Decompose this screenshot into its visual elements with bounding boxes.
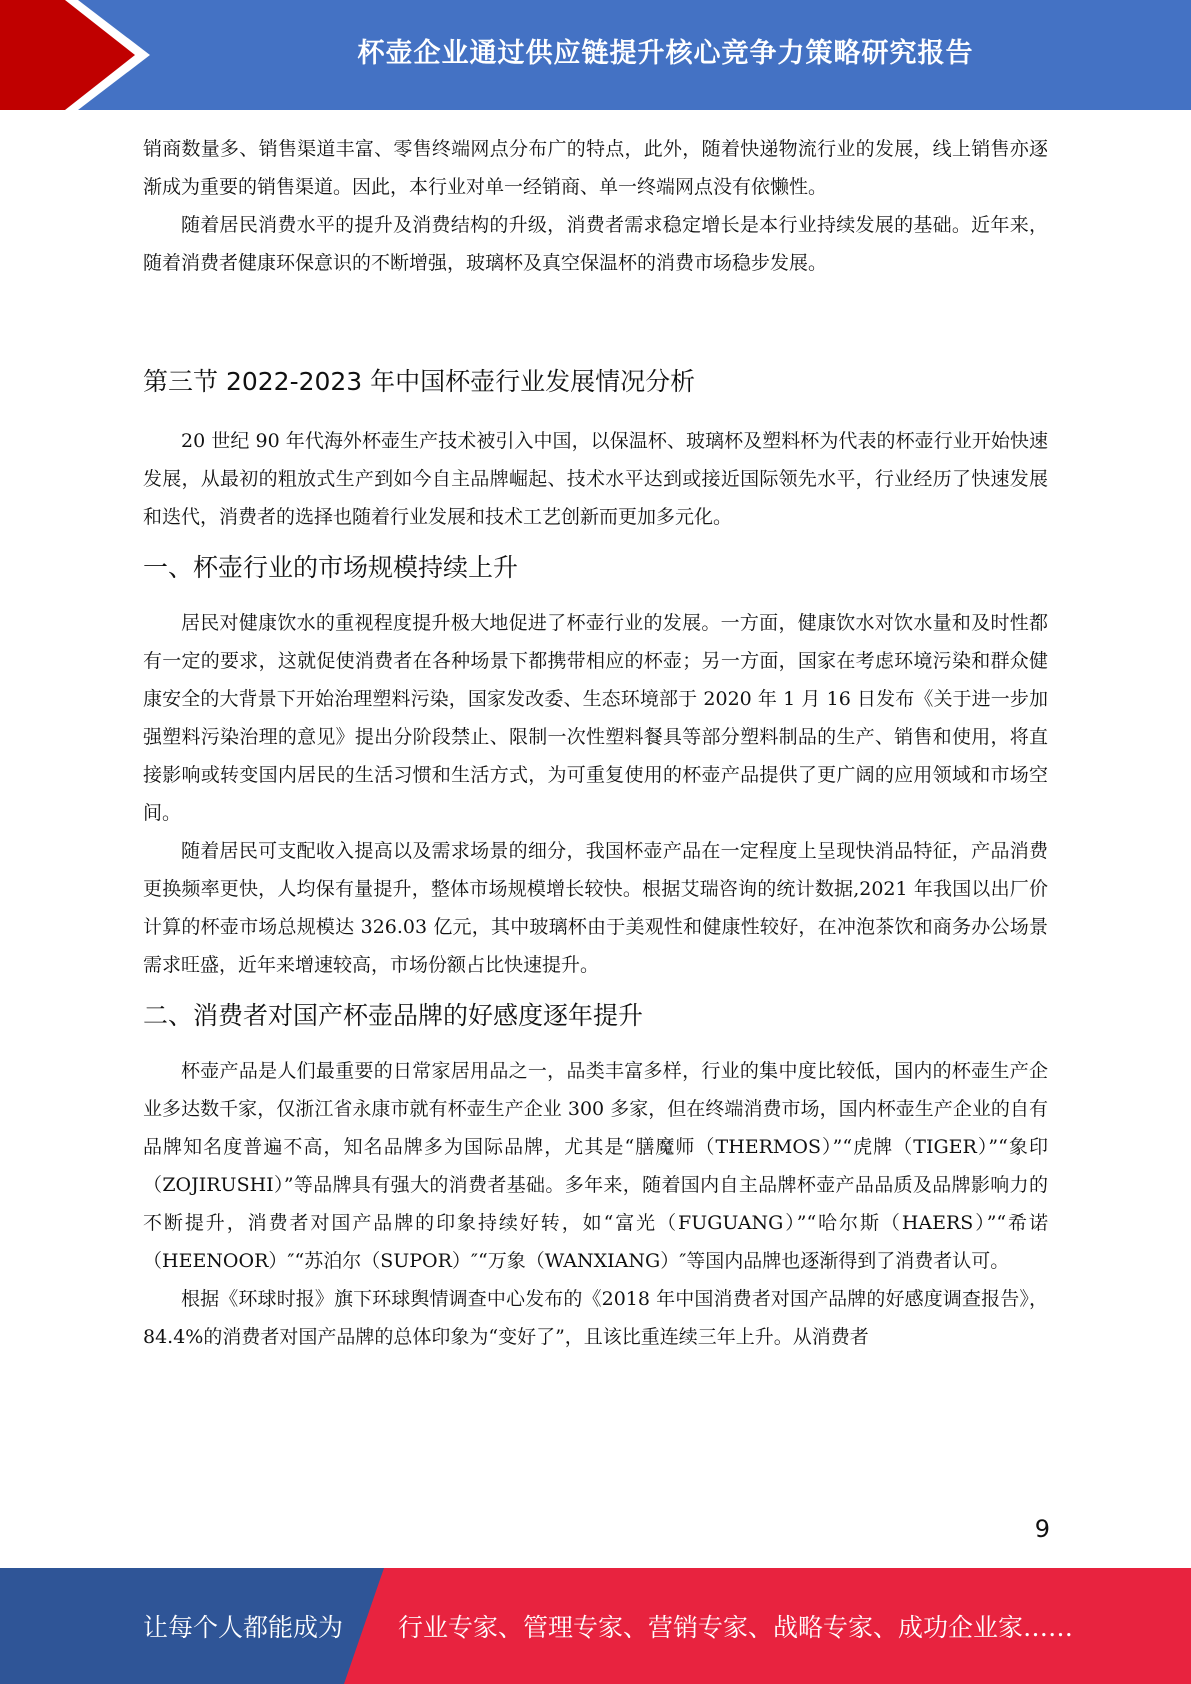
section-intro: 20 世纪 90 年代海外杯壶生产技术被引入中国，以保温杯、玻璃杯及塑料杯为代表的杯壶行业开始快速发展，从最初的粗放式生产到如今自主品牌崛起、技术水平达到或接近国际领先水平，行业经历了快速发展和迭代，消费者的选择也随着行业发展和技术工艺创新而更加多元化。: [143, 430, 1048, 528]
paragraph: 杯壶产品是人们最重要的日常家居用品之一，品类丰富多样，行业的集中度比较低，国内的杯壶生产企业多达数千家，仅浙江省永康市就有杯壶生产企业 300 多家，但在终端消费市场，国内杯壶生产企业的自有品牌知名度普遍不高，知名品牌多为国际品牌，尤其是“膳魔师（THERMOS）”“虎牌（TIGER）”“象印（ZOJIRUSHI）”等品牌具有强大的消费者基础。多年来，随着国内自主品牌杯壶产品品质及品牌影响力的不断提升，消费者对国产品牌的印象持续好转，如“富光（FUGUANG）”“哈尔斯（HAERS）”“希诺（HEENOOR）″“苏泊尔（SUPOR）″“万象（WANXIANG）″等国内品牌也逐渐得到了消费者认可。: [143, 1060, 1048, 1272]
section-heading: 第三节 2022-2023 年中国杯壶行业发展情况分析: [143, 367, 696, 396]
header-title: 杯壶企业通过供应链提升核心竞争力策略研究报告: [357, 37, 974, 69]
footer-slogan-right: 行业专家、管理专家、营销专家、战略专家、成功企业家……: [398, 1613, 1074, 1642]
paragraph-continuation: 销商数量多、销售渠道丰富、零售终端网点分布广的特点，此外，随着快递物流行业的发展，线上销售亦逐渐成为重要的销售渠道。因此，本行业对单一经销商、单一终端网点没有依懒性。: [143, 138, 1048, 198]
document-body: [143, 130, 1048, 1356]
paragraph: 随着居民消费水平的提升及消费结构的升级，消费者需求稳定增长是本行业持续发展的基础。近年来，随着消费者健康环保意识的不断增强，玻璃杯及真空保温杯的消费市场稳步发展。: [143, 214, 1048, 274]
footer-slogan-left: 让每个人都能成为: [143, 1613, 344, 1642]
page-number: 9: [1034, 1515, 1050, 1543]
subsection-heading-1: 一、杯壶行业的市场规模持续上升: [143, 553, 519, 582]
subsection-heading-2: 二、消费者对国产杯壶品牌的好感度逐年提升: [143, 1001, 644, 1030]
paragraph: 随着居民可支配收入提高以及需求场景的细分，我国杯壶产品在一定程度上呈现快消品特征，产品消费更换频率更快，人均保有量提升，整体市场规模增长较快。根据艾瑞咨询的统计数据,2021 年我国以出厂价计算的杯壶市场总规模达 326.03 亿元，其中玻璃杯由于美观性和健康性较好，在冲泡茶饮和商务办公场景需求旺盛，近年来增速较高，市场份额占比快速提升。: [143, 840, 1048, 976]
page-footer: [0, 1568, 1191, 1684]
paragraph: 居民对健康饮水的重视程度提升极大地促进了杯壶行业的发展。一方面，健康饮水对饮水量和及时性都有一定的要求，这就促使消费者在各种场景下都携带相应的杯壶；另一方面，国家在考虑环境污染和群众健康安全的大背景下开始治理塑料污染，国家发改委、生态环境部于 2020 年 1 月 16 日发布《关于进一步加强塑料污染治理的意见》提出分阶段禁止、限制一次性塑料餐具等部分塑料制品的生产、销售和使用，将直接影响或转变国内居民的生活习惯和生活方式，为可重复使用的杯壶产品提供了更广阔的应用领域和市场空间。: [143, 612, 1048, 824]
paragraph: 根据《环球时报》旗下环球舆情调查中心发布的《2018 年中国消费者对国产品牌的好感度调查报告》，84.4%的消费者对国产品牌的总体印象为“变好了”，且该比重连续三年上升。从消费者: [143, 1288, 1048, 1348]
page-header: [0, 0, 1191, 110]
